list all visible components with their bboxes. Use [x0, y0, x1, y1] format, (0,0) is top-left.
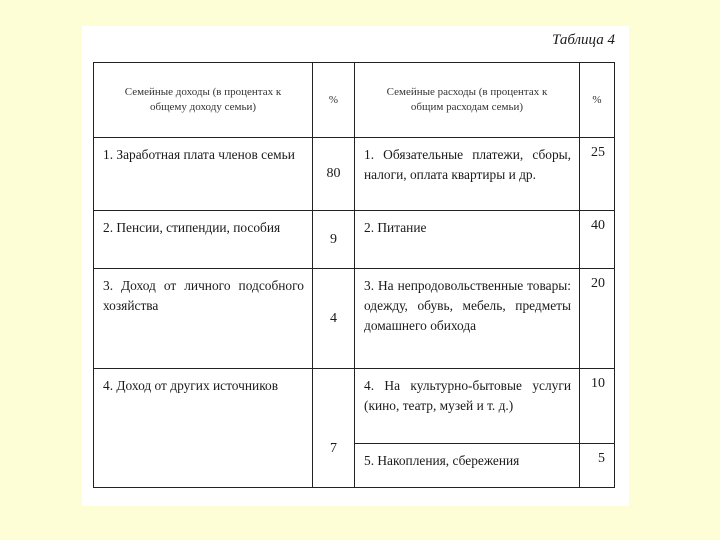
expense-pct: 25: [580, 138, 615, 211]
table-row: [94, 269, 615, 369]
expense-label: 3. На непродовольственные товары: одежду, обувь, мебель, предметы домашнего обихода: [364, 278, 571, 333]
table-row: [94, 369, 615, 444]
expense-cell: [355, 138, 580, 211]
income-pct: 9: [313, 211, 355, 269]
table-caption: Таблица 4: [552, 32, 615, 48]
income-cell: [94, 211, 313, 269]
income-pct: 80: [313, 138, 355, 211]
income-pct: 4: [313, 269, 355, 369]
expense-label: 2. Питание: [364, 220, 427, 235]
table-header-row: [94, 63, 615, 138]
income-label: 2. Пенсии, стипендии, пособия: [103, 220, 281, 235]
header-expense: Семейные расходы (в процентах к общим расходам семьи): [355, 63, 580, 138]
expense-pct: 5: [580, 444, 615, 488]
document-page: [82, 26, 629, 506]
income-label: 3. Доход от личного подсобного хозяйства: [103, 278, 304, 313]
expense-cell: [355, 269, 580, 369]
header-income-pct: %: [313, 63, 355, 138]
expense-pct: 10: [580, 369, 615, 444]
income-label: 1. Заработная плата членов семьи: [103, 147, 295, 162]
expense-pct: 40: [580, 211, 615, 269]
income-label: 4. Доход от других источников: [103, 378, 279, 393]
header-expense-pct: %: [580, 63, 615, 138]
expense-label: 4. На культурно-бытовые услуги (кино, театр, музей и т. д.): [364, 378, 571, 413]
income-cell: [94, 138, 313, 211]
income-expense-table: [93, 62, 615, 488]
expense-label: 5. Накопления, сбережения: [364, 453, 520, 468]
expense-label: 1. Обязательные платежи, сборы, налоги, оплата квартиры и др.: [364, 147, 571, 182]
income-cell: [94, 369, 313, 488]
income-pct: 7: [313, 369, 355, 488]
header-income: Семейные доходы (в процентах к общему доходу семьи): [94, 63, 313, 138]
expense-pct: 20: [580, 269, 615, 369]
income-cell: [94, 269, 313, 369]
expense-cell: [355, 444, 580, 488]
expense-cell: [355, 211, 580, 269]
expense-cell: [355, 369, 580, 444]
table-row: [94, 211, 615, 269]
table-row: [94, 138, 615, 211]
